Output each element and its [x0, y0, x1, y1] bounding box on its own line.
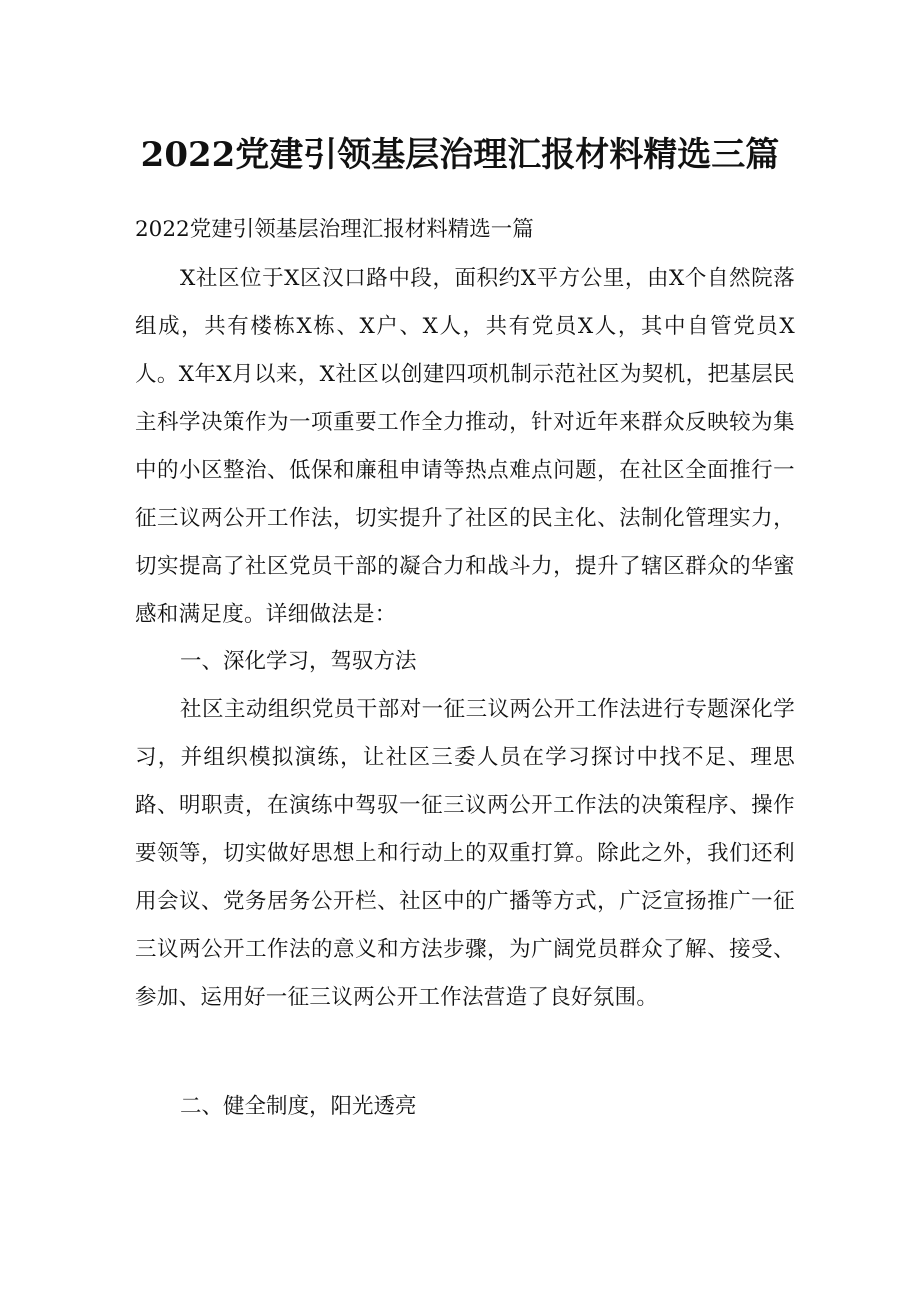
document-subtitle: 2022党建引领基层治理汇报材料精选一篇 [135, 217, 534, 242]
document-title: 2022党建引领基层治理汇报材料精选三篇 [140, 135, 780, 175]
section-heading-2: 二、健全制度，阳光透亮 [180, 1094, 417, 1119]
section-heading-1: 一、深化学习，驾驭方法 [180, 649, 417, 674]
paragraph-section-1: 社区主动组织党员干部对一征三议两公开工作法进行专题深化学习，并组织模拟演练，让社区三委人员在学习探讨中找不足、理思路、明职责，在演练中驾驭一征三议两公开工作法的决策程序、操作要领等，切实做好思想上和行动上的双重打算。除此之外，我们还利用会议、党务居务公开栏、社区中的广播等方式，广泛宣扬推广一征三议两公开工作法的意义和方法步骤，为广阔党员群众了解、接受、参加、运用好一征三议两公开工作法营造了良好氛围。 [135, 697, 795, 1010]
paragraph-intro: X社区位于X区汉口路中段，面积约X平方公里，由X个自然院落组成，共有楼栋X栋、X户、X人，共有党员X人，其中自管党员X人。X年X月以来，X社区以创建四项机制示范社区为契机，把基层民主科学决策作为一项重要工作全力推动，针对近年来群众反映较为集中的小区整治、低保和廉租申请等热点难点问题，在社区全面推行一征三议两公开工作法，切实提升了社区的民主化、法制化管理实力，切实提高了社区党员干部的凝合力和战斗力，提升了辖区群众的华蜜感和满足度。详细做法是： [135, 266, 795, 627]
